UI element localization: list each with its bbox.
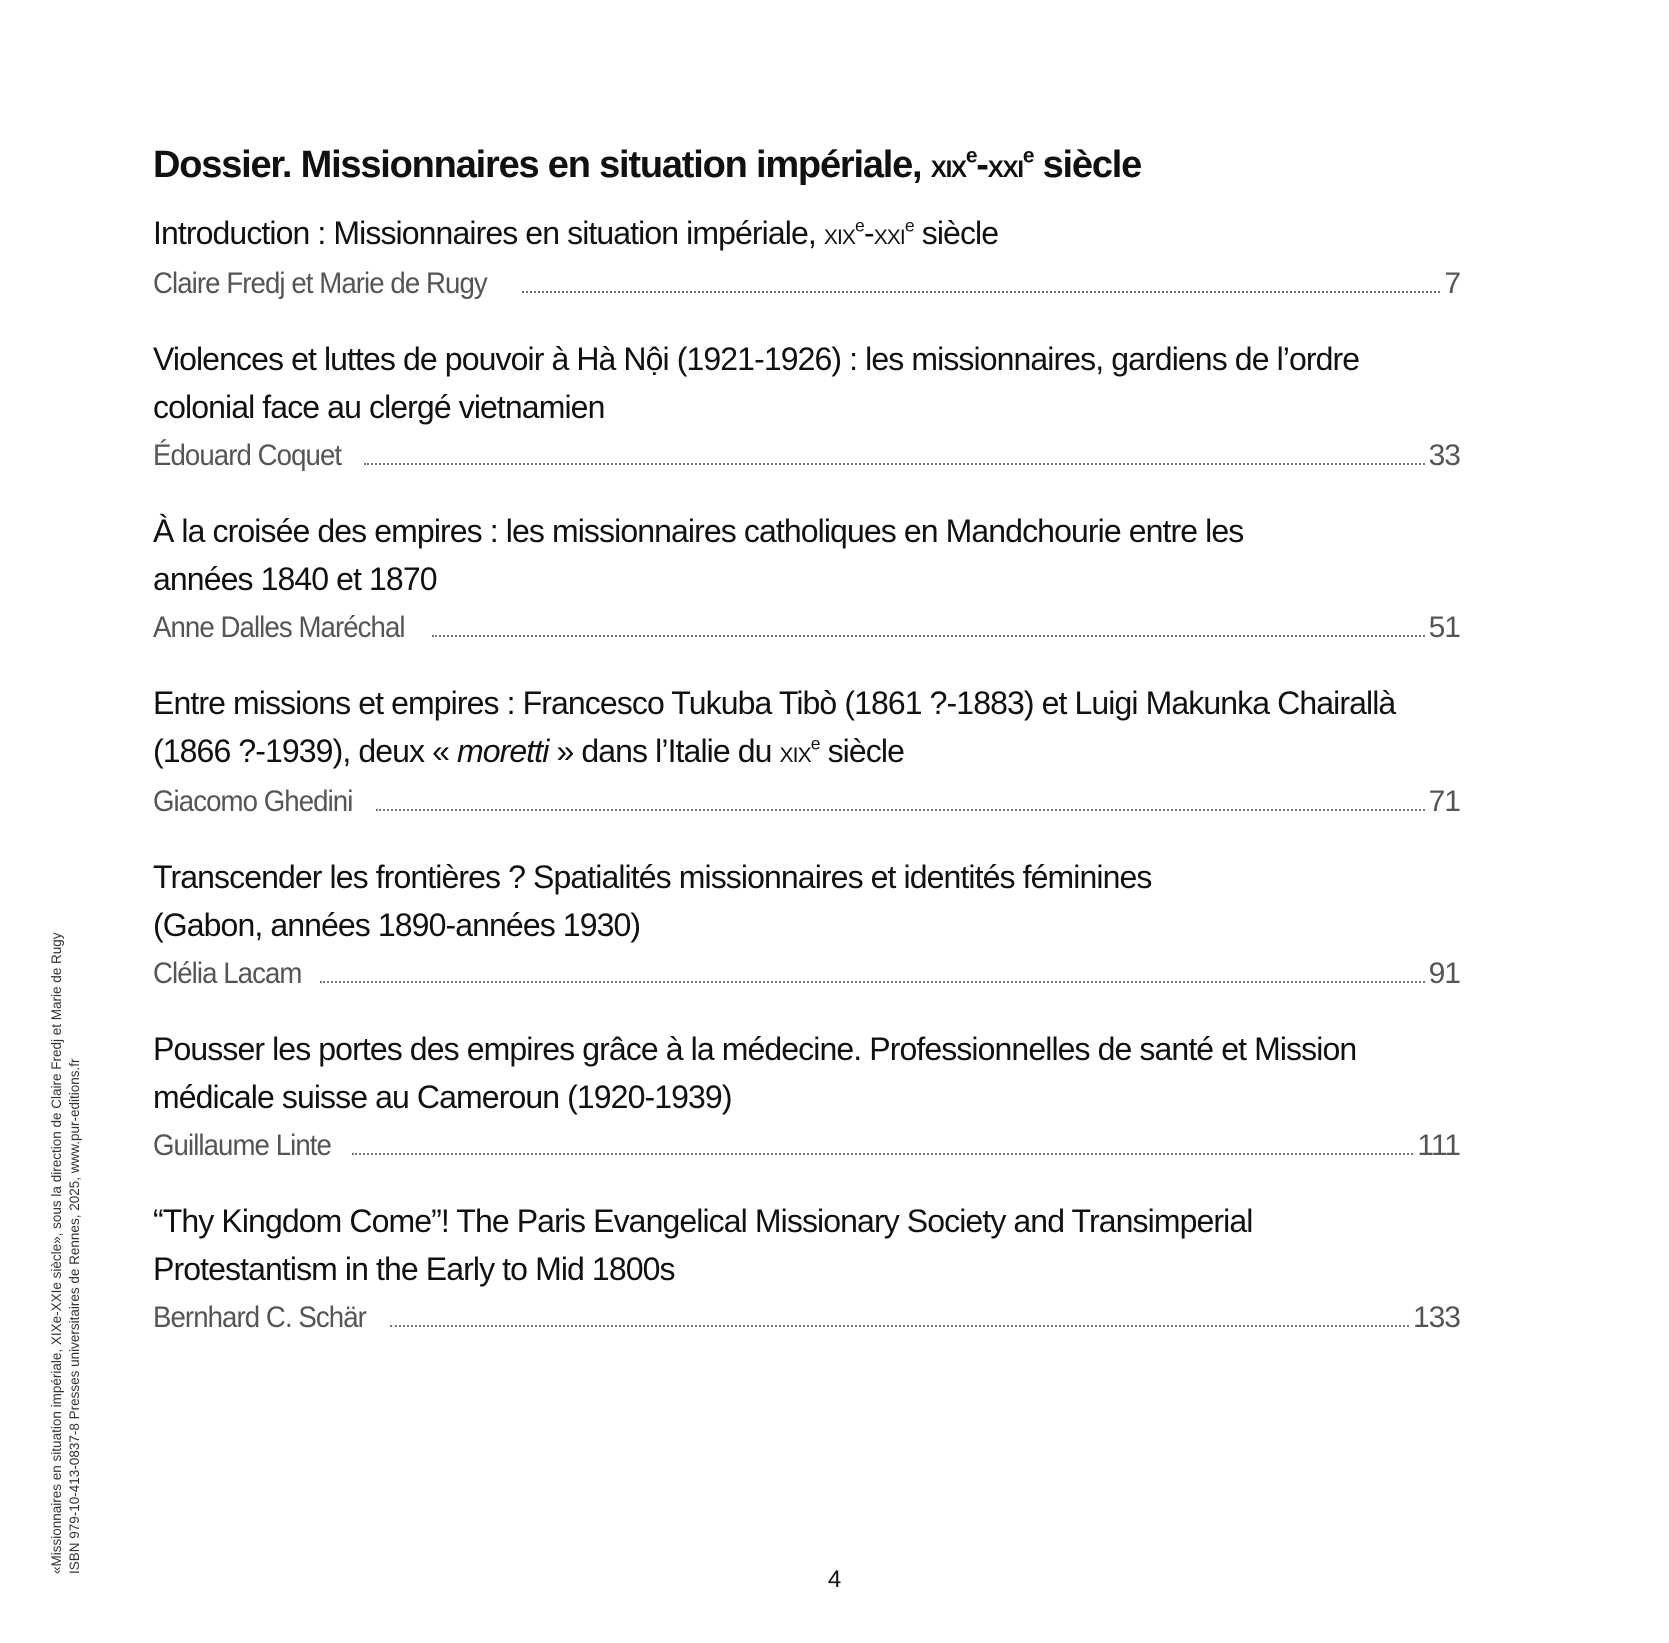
entry-page-number: 7 (1444, 267, 1460, 300)
entry-title-line: Violences et luttes de pouvoir à Hà Nội (1921-1926) : les missionnaires, gardiens de l’ordre (153, 341, 1360, 377)
dash: - (976, 144, 988, 186)
entry-title (153, 1025, 1460, 1121)
toc-entry (153, 679, 1460, 833)
century-numeral: xix (930, 146, 966, 185)
entry-author: Giacomo Ghedini (153, 785, 353, 818)
entry-page-number: 91 (1428, 957, 1460, 990)
author-line (153, 1129, 1460, 1177)
ordinal-sup: e (965, 144, 977, 168)
dossier-title (153, 142, 1460, 189)
entry-title-line: Entre missions et empires : Francesco Tukuba Tibò (1861 ?-1883) et Luigi Makunka Chairallà (153, 685, 1396, 721)
century-numeral: xix (779, 736, 811, 769)
author-line (153, 611, 1460, 659)
entry-title (153, 853, 1460, 949)
dot-leader (364, 462, 1425, 465)
dot-leader (376, 808, 1425, 811)
entry-title-text: (1866 ?-1939), deux « (153, 733, 457, 769)
author-line (153, 439, 1460, 487)
dossier-title-text: Dossier. Missionnaires en situation impériale, (153, 144, 931, 186)
entry-title-line: (Gabon, années 1890-années 1930) (153, 907, 641, 943)
toc-entry (153, 853, 1460, 1005)
author-line (153, 785, 1460, 833)
dash: - (863, 215, 874, 251)
entry-title-end: siècle (819, 733, 904, 769)
entry-author: Édouard Coquet (153, 439, 342, 472)
side-note-line: «Missionnaires en situation impériale, XIXe-XXIe siècle», sous la direction de Claire Fredj et Marie de Rugy (49, 932, 64, 1574)
entry-title-line: “Thy Kingdom Come”! The Paris Evangelical Missionary Society and Transimperial (153, 1203, 1253, 1239)
century-numeral: xix (823, 218, 856, 251)
dossier-title-end: siècle (1033, 144, 1142, 186)
entry-title-text: » dans l’Italie du (548, 733, 780, 769)
entry-page-number: 71 (1428, 785, 1460, 818)
entry-author: Claire Fredj et Marie de Rugy (153, 267, 487, 300)
century-numeral: xxi (987, 146, 1023, 185)
author-line (153, 957, 1460, 1005)
entry-title-italic: moretti (456, 733, 549, 769)
dot-leader (390, 1324, 1408, 1327)
entry-title-end: siècle (913, 215, 999, 251)
entry-author: Clélia Lacam (153, 957, 302, 990)
ordinal-sup: e (1022, 144, 1034, 168)
entry-title (153, 507, 1460, 603)
toc-entry (153, 1197, 1460, 1349)
toc-entry (153, 335, 1460, 487)
dot-leader (352, 1152, 1413, 1155)
entry-page-number: 111 (1417, 1129, 1460, 1162)
toc-entry (153, 1025, 1460, 1177)
century-numeral: xxi (873, 218, 905, 251)
entry-author: Guillaume Linte (153, 1129, 331, 1162)
entry-title-line: Transcender les frontières ? Spatialités missionnaires et identités féminines (153, 859, 1152, 895)
dot-leader (432, 634, 1424, 637)
toc-entry (153, 507, 1460, 659)
page-number: 4 (827, 1566, 842, 1593)
dot-leader (320, 980, 1424, 983)
ordinal-sup: e (855, 215, 864, 236)
entry-author: Bernhard C. Schär (153, 1301, 366, 1334)
ordinal-sup: e (810, 733, 820, 754)
entry-page-number: 133 (1412, 1301, 1460, 1334)
entry-title (153, 209, 1460, 259)
entry-author: Anne Dalles Maréchal (153, 611, 405, 644)
table-of-contents (153, 142, 1460, 1369)
entry-title-line: À la croisée des empires : les missionnaires catholiques en Mandchourie entre les (153, 513, 1244, 549)
toc-entry (153, 209, 1460, 315)
entry-page-number: 51 (1428, 611, 1460, 644)
entry-title (153, 679, 1460, 777)
entry-page-number: 33 (1428, 439, 1460, 472)
side-note-line: ISBN 979-10-413-0837-8 Presses universitaires de Rennes, 2025, www.pur-editions.fr (67, 1058, 82, 1574)
dot-leader (522, 290, 1440, 293)
copyright-side-note (48, 744, 84, 1574)
entry-title-text: Introduction : Missionnaires en situation impériale, (153, 215, 824, 251)
author-line (153, 267, 1460, 315)
entry-title (153, 1197, 1460, 1293)
entry-title (153, 335, 1460, 431)
entry-title-line: médicale suisse au Cameroun (1920-1939) (153, 1079, 732, 1115)
entry-title-line: années 1840 et 1870 (153, 561, 437, 597)
author-line (153, 1301, 1460, 1349)
entry-title-line: Protestantism in the Early to Mid 1800s (153, 1251, 675, 1287)
entry-title-line: Pousser les portes des empires grâce à la médecine. Professionnelles de santé et Mission (153, 1031, 1357, 1067)
ordinal-sup: e (904, 215, 914, 236)
entry-title-line: colonial face au clergé vietnamien (153, 389, 605, 425)
